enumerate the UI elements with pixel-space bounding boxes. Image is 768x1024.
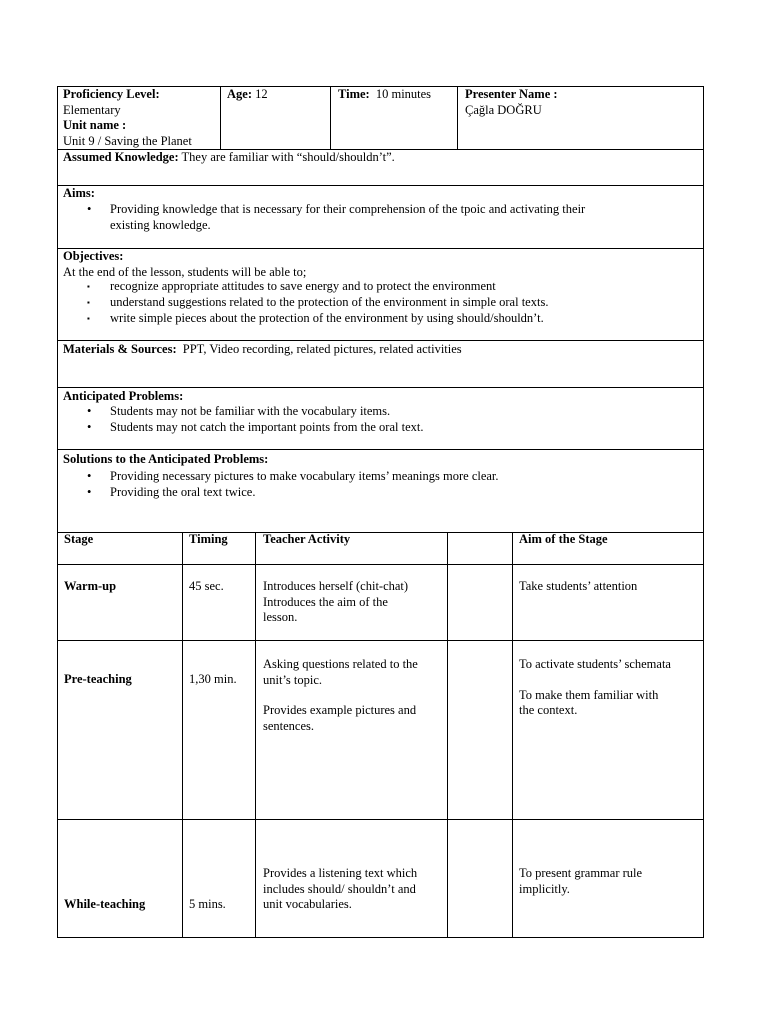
age-cell xyxy=(227,87,268,103)
aim-line: To activate students’ schemata xyxy=(519,657,671,671)
bullet-icon: • xyxy=(87,420,92,434)
stage-while-teaching: While-teaching xyxy=(64,897,146,911)
aims-line-1: Providing knowledge that is necessary for their comprehension of the tpoic and activating their xyxy=(110,202,586,216)
bullet-icon: • xyxy=(87,469,92,483)
divider xyxy=(182,532,183,938)
divider xyxy=(447,532,448,938)
time-label: Time: xyxy=(338,87,370,101)
timing-pre-teaching: 1,30 min. xyxy=(189,672,237,686)
age-value: 12 xyxy=(255,87,268,101)
divider xyxy=(255,532,256,938)
aims-line-2: existing knowledge. xyxy=(110,218,211,232)
objectives-intro: At the end of the lesson, students will be able to; xyxy=(63,264,307,279)
divider xyxy=(57,387,704,388)
aim-line: To make them familiar with xyxy=(519,687,659,702)
aim-pre-teaching xyxy=(519,657,699,719)
objective-text: understand suggestions related to the protection of the environment in simple oral texts. xyxy=(110,295,549,309)
aims-section xyxy=(63,186,693,202)
divider xyxy=(220,86,221,149)
age-label: Age: xyxy=(227,87,252,101)
materials-value: PPT, Video recording, related pictures, related activities xyxy=(182,342,462,356)
aims-label: Aims: xyxy=(63,186,95,200)
activity-line: Provides example pictures and xyxy=(263,703,417,717)
unit-label: Unit name : xyxy=(63,118,127,132)
assumed-value: They are familiar with “should/shouldn’t”. xyxy=(181,150,395,164)
activity-line: Introduces the aim of the xyxy=(263,594,388,609)
materials-label: Materials & Sources: xyxy=(63,342,177,356)
materials-section xyxy=(63,342,462,358)
divider xyxy=(57,640,704,641)
column-header-activity: Teacher Activity xyxy=(263,532,351,546)
problems-section xyxy=(63,389,183,405)
activity-line: Introduces herself (chit-chat) xyxy=(263,579,409,593)
activity-while-teaching xyxy=(263,866,445,913)
assumed-knowledge xyxy=(63,150,395,166)
column-header-aim: Aim of the Stage xyxy=(519,532,608,546)
bullet-icon: ▪ xyxy=(87,298,90,307)
activity-line: Provides a listening text which xyxy=(263,866,418,880)
activity-warmup xyxy=(263,579,445,626)
column-header-stage: Stage xyxy=(64,532,94,546)
unit-value: Unit 9 / Saving the Planet xyxy=(63,133,192,148)
divider xyxy=(57,564,704,565)
divider xyxy=(57,819,704,820)
activity-pre-teaching xyxy=(263,657,445,734)
divider xyxy=(330,86,331,149)
divider xyxy=(512,532,513,938)
activity-line: unit’s topic. xyxy=(263,672,323,687)
solution-text: Providing necessary pictures to make vocabulary items’ meanings more clear. xyxy=(110,469,499,483)
aim-line: implicitly. xyxy=(519,881,570,896)
proficiency-label: Proficiency Level: xyxy=(63,87,160,101)
aim-line: the context. xyxy=(519,703,578,717)
objectives-section xyxy=(63,249,693,280)
objective-text: recognize appropriate attitudes to save energy and to protect the environment xyxy=(110,279,496,293)
solution-text: Providing the oral text twice. xyxy=(110,485,256,499)
activity-line: Asking questions related to the xyxy=(263,657,418,671)
bullet-icon: • xyxy=(87,202,92,216)
divider xyxy=(457,86,458,149)
time-cell xyxy=(338,87,431,103)
activity-line: sentences. xyxy=(263,718,315,733)
timing-warmup: 45 sec. xyxy=(189,579,224,593)
assumed-label: Assumed Knowledge: xyxy=(63,150,179,164)
aim-while-teaching xyxy=(519,866,699,897)
column-header-timing: Timing xyxy=(189,532,228,546)
solutions-label: Solutions to the Anticipated Problems: xyxy=(63,452,269,466)
activity-line: includes should/ shouldn’t and xyxy=(263,881,416,896)
solutions-section xyxy=(63,452,268,468)
bullet-icon: • xyxy=(87,485,92,499)
activity-line: lesson. xyxy=(263,610,298,624)
presenter-label: Presenter Name : xyxy=(465,87,558,101)
stage-pre-teaching: Pre-teaching xyxy=(64,672,132,686)
timing-while-teaching: 5 mins. xyxy=(189,897,226,911)
activity-line: unit vocabularies. xyxy=(263,897,352,911)
stage-warmup: Warm-up xyxy=(64,579,117,593)
presenter-value: Çağla DOĞRU xyxy=(465,102,542,117)
divider xyxy=(57,449,704,450)
bullet-icon: • xyxy=(87,404,92,418)
problems-label: Anticipated Problems: xyxy=(63,389,184,403)
proficiency-value: Elementary xyxy=(63,102,121,117)
presenter-cell xyxy=(465,87,558,118)
divider xyxy=(57,340,704,341)
problem-text: Students may not be familiar with the vocabulary items. xyxy=(110,404,391,418)
objectives-label: Objectives: xyxy=(63,249,124,263)
aim-line: To present grammar rule xyxy=(519,866,643,880)
time-value: 10 minutes xyxy=(375,87,432,101)
aim-warmup: Take students’ attention xyxy=(519,579,638,593)
proficiency-cell xyxy=(63,87,218,149)
problem-text: Students may not catch the important points from the oral text. xyxy=(110,420,424,434)
bullet-icon: ▪ xyxy=(87,282,90,291)
bullet-icon: ▪ xyxy=(87,314,90,323)
objective-text: write simple pieces about the protection of the environment by using should/shouldn’t. xyxy=(110,311,544,325)
